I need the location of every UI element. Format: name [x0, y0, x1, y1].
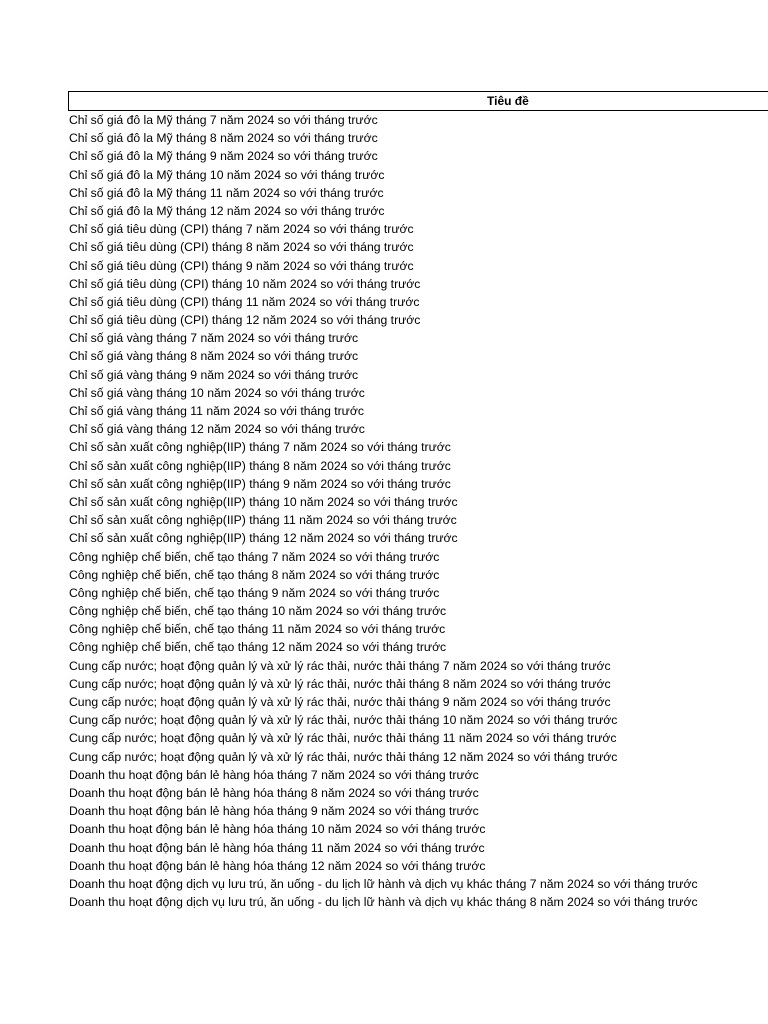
table-row[interactable]: Công nghiệp chế biến, chế tạo tháng 8 năm 2024 so với tháng trước: [69, 567, 440, 582]
table-row[interactable]: Công nghiệp chế biến, chế tạo tháng 12 năm 2024 so với tháng trước: [69, 640, 447, 655]
table-row[interactable]: Chỉ số giá tiêu dùng (CPI) tháng 11 năm 2024 so với tháng trước: [69, 294, 420, 309]
table-row[interactable]: Công nghiệp chế biến, chế tạo tháng 9 năm 2024 so với tháng trước: [69, 585, 440, 600]
table-row[interactable]: Doanh thu hoạt động bán lẻ hàng hóa tháng 12 năm 2024 so với tháng trước: [69, 858, 486, 873]
table-row[interactable]: Chỉ số giá tiêu dùng (CPI) tháng 7 năm 2024 so với tháng trước: [69, 222, 414, 237]
table-row[interactable]: Doanh thu hoạt động bán lẻ hàng hóa tháng 10 năm 2024 so với tháng trước: [69, 822, 486, 837]
spreadsheet-table: [68, 91, 768, 911]
table-row[interactable]: Chỉ số giá tiêu dùng (CPI) tháng 12 năm 2024 so với tháng trước: [69, 313, 421, 328]
table-row[interactable]: Cung cấp nước; hoạt động quản lý và xử lý rác thải, nước thải tháng 10 năm 2024 so với tháng trước: [69, 713, 618, 728]
table-row[interactable]: Chỉ số giá đô la Mỹ tháng 12 năm 2024 so với tháng trước: [69, 203, 385, 218]
table-row[interactable]: Chỉ số sản xuất công nghiệp(IIP) tháng 8 năm 2024 so với tháng trước: [69, 458, 451, 473]
table-row[interactable]: Chỉ số giá vàng tháng 8 năm 2024 so với tháng trước: [69, 349, 359, 364]
table-row[interactable]: Chỉ số sản xuất công nghiệp(IIP) tháng 12 năm 2024 so với tháng trước: [69, 531, 458, 546]
table-row[interactable]: Doanh thu hoạt động dịch vụ lưu trú, ăn uống - du lịch lữ hành và dịch vụ khác tháng 8 năm 2024 so với tháng trước: [69, 895, 698, 910]
table-row[interactable]: Cung cấp nước; hoạt động quản lý và xử lý rác thải, nước thải tháng 12 năm 2024 so với tháng trước: [69, 749, 618, 764]
table-row[interactable]: Công nghiệp chế biến, chế tạo tháng 11 năm 2024 so với tháng trước: [69, 622, 446, 637]
table-row[interactable]: Chỉ số giá đô la Mỹ tháng 9 năm 2024 so với tháng trước: [69, 149, 378, 164]
table-row[interactable]: Chỉ số giá vàng tháng 7 năm 2024 so với tháng trước: [69, 331, 359, 346]
table-row[interactable]: Chỉ số giá vàng tháng 11 năm 2024 so với tháng trước: [69, 404, 364, 418]
table-row[interactable]: Chỉ số sản xuất công nghiệp(IIP) tháng 9 năm 2024 so với tháng trước: [69, 476, 451, 491]
table-row[interactable]: Chỉ số sản xuất công nghiệp(IIP) tháng 7 năm 2024 so với tháng trước: [69, 440, 451, 455]
table-row[interactable]: Chỉ số giá vàng tháng 12 năm 2024 so với tháng trước: [69, 422, 365, 437]
table-row[interactable]: Chỉ số sản xuất công nghiệp(IIP) tháng 11 năm 2024 so với tháng trước: [69, 513, 457, 528]
table-row[interactable]: Chỉ số giá đô la Mỹ tháng 7 năm 2024 so với tháng trước: [69, 113, 378, 127]
table-body: [68, 111, 768, 911]
table-row[interactable]: Cung cấp nước; hoạt động quản lý và xử lý rác thải, nước thải tháng 8 năm 2024 so với tháng trước: [69, 676, 611, 691]
table-row[interactable]: Cung cấp nước; hoạt động quản lý và xử lý rác thải, nước thải tháng 7 năm 2024 so với tháng trước: [69, 658, 611, 673]
table-row[interactable]: Doanh thu hoạt động bán lẻ hàng hóa tháng 11 năm 2024 so với tháng trước: [69, 840, 485, 855]
table-row[interactable]: Doanh thu hoạt động bán lẻ hàng hóa tháng 9 năm 2024 so với tháng trước: [69, 804, 479, 819]
table-row[interactable]: Chỉ số giá tiêu dùng (CPI) tháng 9 năm 2024 so với tháng trước: [69, 258, 414, 273]
table-row[interactable]: Chỉ số giá vàng tháng 10 năm 2024 so với tháng trước: [69, 385, 365, 400]
table-row[interactable]: Chỉ số giá đô la Mỹ tháng 11 năm 2024 so với tháng trước: [69, 185, 384, 200]
table-row[interactable]: Doanh thu hoạt động dịch vụ lưu trú, ăn uống - du lịch lữ hành và dịch vụ khác tháng 7 năm 2024 so với tháng trước: [69, 876, 698, 891]
table-row[interactable]: Chỉ số giá đô la Mỹ tháng 8 năm 2024 so với tháng trước: [69, 131, 378, 146]
table-row[interactable]: Cung cấp nước; hoạt động quản lý và xử lý rác thải, nước thải tháng 9 năm 2024 so với tháng trước: [69, 695, 611, 709]
table-row[interactable]: Chỉ số sản xuất công nghiệp(IIP) tháng 10 năm 2024 so với tháng trước: [69, 494, 458, 509]
table-row[interactable]: Chỉ số giá tiêu dùng (CPI) tháng 8 năm 2024 so với tháng trước: [69, 240, 414, 255]
table-row[interactable]: Chỉ số giá tiêu dùng (CPI) tháng 10 năm 2024 so với tháng trước: [69, 276, 421, 291]
table-row[interactable]: Chỉ số giá vàng tháng 9 năm 2024 so với tháng trước: [69, 367, 359, 382]
table-row[interactable]: Chỉ số giá đô la Mỹ tháng 10 năm 2024 so với tháng trước: [69, 167, 385, 182]
table-row[interactable]: Công nghiệp chế biến, chế tạo tháng 10 năm 2024 so với tháng trước: [69, 604, 447, 619]
table-row[interactable]: Công nghiệp chế biến, chế tạo tháng 7 năm 2024 so với tháng trước: [69, 549, 440, 564]
table-row[interactable]: Doanh thu hoạt động bán lẻ hàng hóa tháng 7 năm 2024 so với tháng trước: [69, 767, 479, 782]
table-row[interactable]: Cung cấp nước; hoạt động quản lý và xử lý rác thải, nước thải tháng 11 năm 2024 so với tháng trước: [69, 731, 617, 746]
table-row[interactable]: Doanh thu hoạt động bán lẻ hàng hóa tháng 8 năm 2024 so với tháng trước: [69, 785, 479, 800]
column-header-title[interactable]: Tiêu đề: [68, 91, 768, 111]
